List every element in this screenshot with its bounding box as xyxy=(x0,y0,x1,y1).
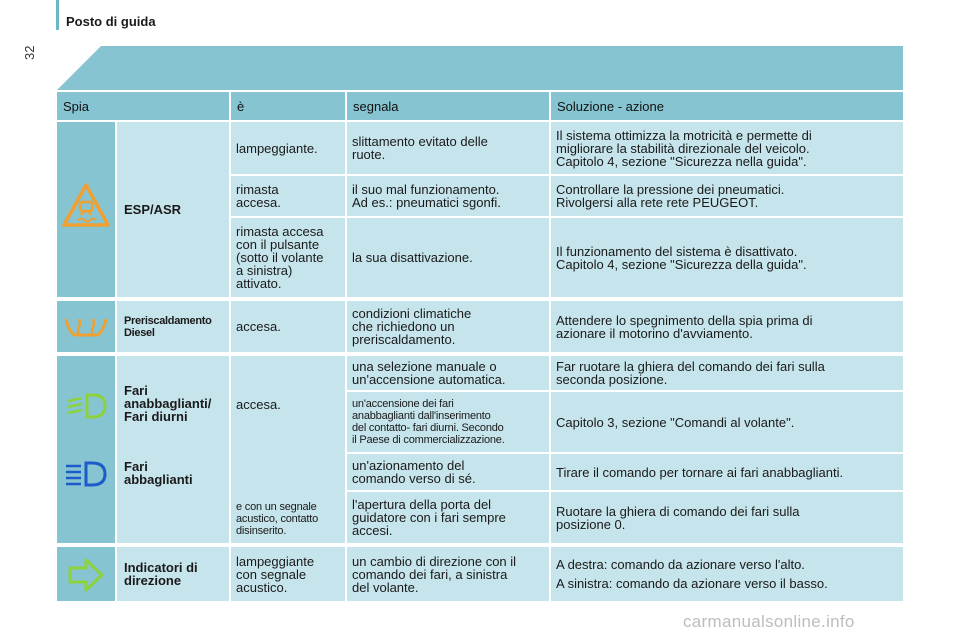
high-beam-name: Fari abbaglianti xyxy=(124,459,193,487)
indicators-state: lampeggiante con segnale acustico. xyxy=(231,547,345,601)
indicators-solution xyxy=(551,547,903,601)
lights-icon-cell xyxy=(57,356,115,543)
lights-name-cell xyxy=(117,356,229,543)
esp-row1-signal: slittamento evitato delle ruote. xyxy=(347,122,549,174)
preheat-icon-cell xyxy=(57,301,115,352)
col-header-solution: Soluzione - azione xyxy=(551,92,903,120)
preheat-signal: condizioni climatiche che richiedono un preriscaldamento. xyxy=(347,301,549,352)
esp-row3-signal: la sua disattivazione. xyxy=(347,218,549,297)
low-beam-name: Fari anabbaglianti/ Fari diurni xyxy=(124,383,212,424)
indicators-solution-left: A sinistra: comando da azionare verso il basso. xyxy=(556,576,828,591)
lights-row4-solution: Ruotare la ghiera di comando dei fari sulla posizione 0. xyxy=(551,492,903,543)
preheat-state: accesa. xyxy=(231,301,345,352)
high-beam-headlight-icon xyxy=(63,460,109,488)
indicators-signal: un cambio di direzione con il comando dei fari, a sinistra del volante. xyxy=(347,547,549,601)
lights-row2-signal: un'accensione dei fari anabbaglianti dall'inserimento del contatto- fari diurni. Secondo il Paese di commercializzazione. xyxy=(347,392,549,452)
lights-row1-signal: una selezione manuale o un'accensione automatica. xyxy=(347,356,549,390)
lights-row4-signal: l'apertura della porta del guidatore con i fari sempre accesi. xyxy=(347,492,549,543)
col-header-spia: Spia xyxy=(57,92,229,120)
lights-row1-solution: Far ruotare la ghiera del comando dei fari sulla seconda posizione. xyxy=(551,356,903,390)
preheat-name: Preriscaldamento Diesel xyxy=(117,301,229,352)
lights-state-sound: e con un segnale acustico, contatto disinserito. xyxy=(236,501,319,537)
esp-row1-state: lampeggiante. xyxy=(231,122,345,174)
esp-row2-signal: il suo mal funzionamento. Ad es.: pneumatici sgonfi. xyxy=(347,176,549,216)
turn-signal-arrow-icon xyxy=(67,557,105,593)
lights-row3-signal: un'azionamento del comando verso di sé. xyxy=(347,454,549,490)
esp-icon-cell xyxy=(57,122,115,297)
col-header-signal: segnala xyxy=(347,92,549,120)
lights-row2-solution: Capitolo 3, sezione "Comandi al volante". xyxy=(551,392,903,452)
low-beam-headlight-icon xyxy=(65,392,109,420)
lights-state-lit: accesa. xyxy=(236,397,281,412)
esp-row2-state: rimasta accesa. xyxy=(231,176,345,216)
page-title: Posto di guida xyxy=(66,14,156,29)
esp-row1-solution: Il sistema ottimizza la motricità e permette di migliorare la stabilità direzionale del veicolo. Capitolo 4, sezione "Sicurezza nella guida". xyxy=(551,122,903,174)
header-accent-bar xyxy=(56,0,59,30)
section-banner xyxy=(57,46,903,90)
watermark: carmanualsonline.info xyxy=(683,612,855,631)
indicators-solution-right: A destra: comando da azionare verso l'alto. xyxy=(556,557,805,572)
esp-name: ESP/ASR xyxy=(117,122,229,297)
esp-row3-state: rimasta accesa con il pulsante (sotto il volante a sinistra) attivato. xyxy=(231,218,345,297)
lights-row3-solution: Tirare il comando per tornare ai fari anabbaglianti. xyxy=(551,454,903,490)
col-header-state: è xyxy=(231,92,345,120)
lights-state-cell xyxy=(231,356,345,543)
indicators-name: Indicatori di direzione xyxy=(117,547,229,601)
turn-icon-cell xyxy=(57,547,115,601)
page-number: 32 xyxy=(22,45,37,60)
esp-row3-solution: Il funzionamento del sistema è disattivato. Capitolo 4, sezione "Sicurezza della guida". xyxy=(551,218,903,297)
esp-warning-icon xyxy=(61,182,111,228)
esp-row2-solution: Controllare la pressione dei pneumatici. Rivolgersi alla rete rete PEUGEOT. xyxy=(551,176,903,216)
preheat-solution: Attendere lo spegnimento della spia prima di azionare il motorino d'avviamento. xyxy=(551,301,903,352)
glow-plug-icon xyxy=(63,315,109,339)
